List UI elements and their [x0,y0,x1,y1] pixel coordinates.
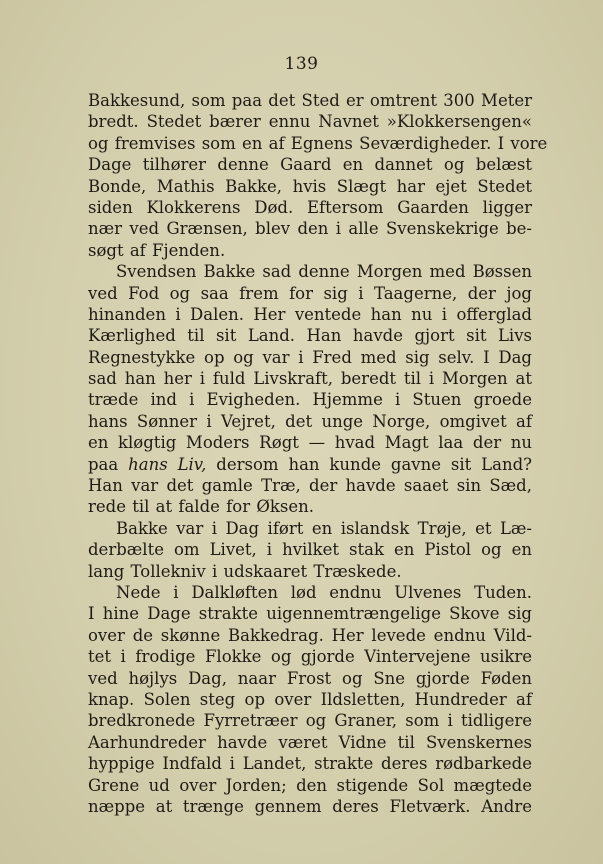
text-line: knap. Solen steg op over Ildsletten, Hundreder af [88,689,532,709]
text-line: hyppige Indfald i Landet, strakte deres rødbarkede [88,754,532,774]
text-line: Bakkesund, som paa det Sted er omtrent 300 Meter [88,91,532,110]
text-line: over de skønne Bakkedrag. Her levede endnu Vild- [88,625,532,645]
text-line: rede til at falde for Øksen. [88,497,314,517]
text-line: Nede i Dalkløften lød endnu Ulvenes Tuden. [116,582,532,602]
body-text [88,90,548,817]
text-line: hans Sønner i Vejret, det unge Norge, omgivet af [88,411,532,431]
text-line: nær ved Grænsen, blev den i alle Svenskekrige be- [88,219,532,239]
text-line: hinanden i Dalen. Her ventede han nu i offerglad [88,304,532,324]
text-line: derbælte om Livet, i hvilket stak en Pistol og en [88,540,532,560]
text-line: Bonde, Mathis Bakke, hvis Slægt har ejet Stedet [88,176,532,196]
text-line: bredkronede Fyrretræer og Graner, som i tidligere [88,711,532,731]
text-line: sad han her i fuld Livskraft, beredt til i Morgen at [88,369,532,389]
text-line: en kløgtig Moders Røgt — hvad Magt laa der nu [88,433,532,453]
text-line: træde ind i Evigheden. Hjemme i Stuen groede [88,390,532,410]
text-line: Bakke var i Dag iført en islandsk Trøje, et Læ- [116,518,532,538]
text-line: ved højlys Dag, naar Frost og Sne gjorde Føden [88,668,532,688]
text-line: siden Klokkerens Død. Eftersom Gaarden ligger [88,197,532,217]
text-line: næppe at trænge gennem deres Fletværk. Andre [88,796,532,816]
text-line: ved Fod og saa frem for sig i Taagerne, der jog [88,283,532,303]
text-line: Han var det gamle Træ, der havde saaet sin Sæd, [88,476,532,496]
text-line: Grene ud over Jorden; den stigende Sol mægtede [88,775,532,795]
text-line: Kærlighed til sit Land. Han havde gjort sit Livs [88,326,532,346]
text-line: og fremvises som en af Egnens Seværdigheder. I vore [88,133,548,153]
text-line: Dage tilhører denne Gaard en dannet og belæst [88,155,532,175]
text-line: søgt af Fjenden. [88,240,226,260]
text-line: Regnestykke op og var i Fred med sig selv. I Dag [88,347,532,367]
text-line: I hine Dage strakte uigennemtrængelige Skove sig [88,604,532,624]
text-line: paa hans Liv, dersom han kunde gavne sit Land? [88,454,532,474]
text-line: Svendsen Bakke sad denne Morgen med Bøssen [116,262,532,282]
text-line: Aarhundreder havde været Vidne til Svenskernes [88,732,532,752]
text-line: lang Tollekniv i udskaaret Træskede. [88,561,402,581]
text-line: bredt. Stedet bærer ennu Navnet »Klokkersengen« [88,112,532,132]
text-line: tet i frodige Flokke og gjorde Vintervejene usikre [88,647,532,667]
italic-emphasis: hans Liv, [128,454,207,474]
page-number: 139 [284,54,319,74]
